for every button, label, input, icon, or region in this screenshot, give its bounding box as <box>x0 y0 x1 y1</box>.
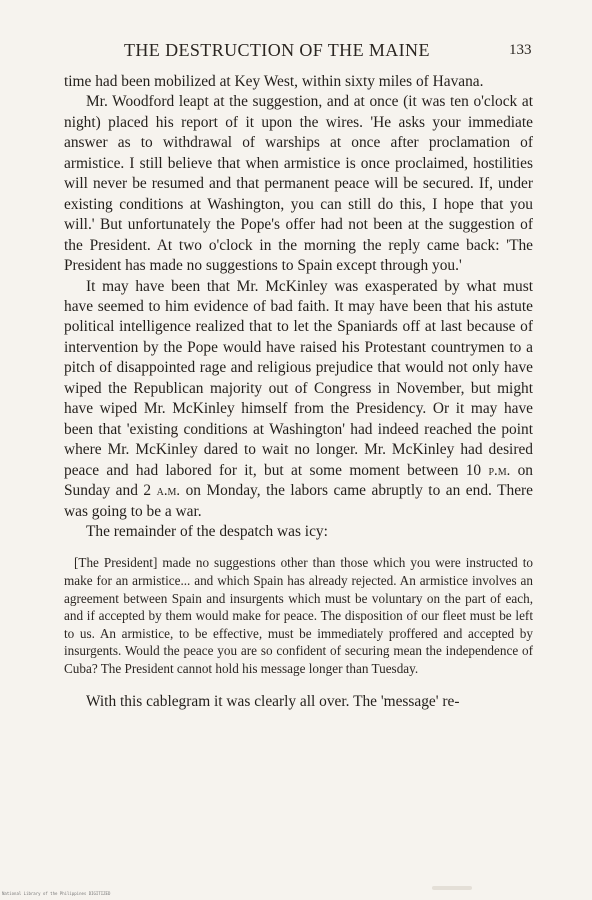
library-watermark: National Library of the Philippines DIGITIZED <box>2 891 111 896</box>
paragraph-mckinley-part1: It may have been that Mr. McKinley was exasperated by what must have seemed to him evidence of bad faith. It may have been that his astute political intelligence realized that to let the Spaniards off at last because of intervention by the Pope would have raised his Protestant countrymen to a pitch of disappointed rage and religious prejudice that would not only have wiped the Republican majority out of Congress in November, but might have wiped Mr. McKinley himself from the Presidency. Or it may have been that 'existing conditions at Washington' had indeed reached the point where Mr. McKinley dared to wait no longer. Mr. McKinley had desired peace and had labored for it, but at some moment between 10 <box>64 277 533 479</box>
time-am: a.m. <box>156 483 181 500</box>
time-pm: p.m. <box>488 462 511 479</box>
paragraph-mckinley <box>64 277 533 522</box>
body-text <box>64 72 533 712</box>
paragraph-cablegram: With this cablegram it was clearly all over. The 'message' re- <box>86 692 460 710</box>
paragraph-mckinley-part2: on Sunday and 2 <box>64 461 533 500</box>
paragraph-despatch-intro: The remainder of the despatch was icy: <box>86 522 328 540</box>
scan-smudge <box>432 886 472 890</box>
running-head <box>0 40 592 64</box>
paragraph-continuation: time had been mobilized at Key West, within sixty miles of Havana. <box>64 73 484 90</box>
paragraph-woodford: Mr. Woodford leapt at the suggestion, and at once (it was ten o'clock at night) placed his report of it upon the wires. 'He asks your immediate answer as to withdrawal of warships at once after proclamation of armistice. I still believe that when armistice is once proclaimed, hostilities will never be resumed and that permanent peace will be secured. If, under existing conditions at Washington, you can still do this, I hope that you will.' But unfortunately the Pope's offer had not been at the suggestion of the President. At two o'clock in the morning the reply came back: 'The President has made no suggestions to Spain except through you.' <box>64 93 533 275</box>
block-quote: [The President] made no suggestions other than those which you were instructed to make for an armistice... and which Spain has already rejected. An armistice involves an agreement between Spain and insurgents which must be voluntary on the part of each, and if accepted by them would make for peace. The disposition of our fleet must be left to us. An armistice, to be effective, must be immediately proffered and accepted by insurgents. Would the peace you are so confident of securing mean the independence of Cuba? The President cannot hold his message longer than Tuesday. <box>64 555 533 676</box>
page-number: 133 <box>509 42 532 58</box>
running-title: THE DESTRUCTION OF THE MAINE <box>124 40 430 60</box>
paragraph-mckinley-part3: on Monday, the labors came abruptly to an end. There was going to be a war. <box>64 482 533 520</box>
